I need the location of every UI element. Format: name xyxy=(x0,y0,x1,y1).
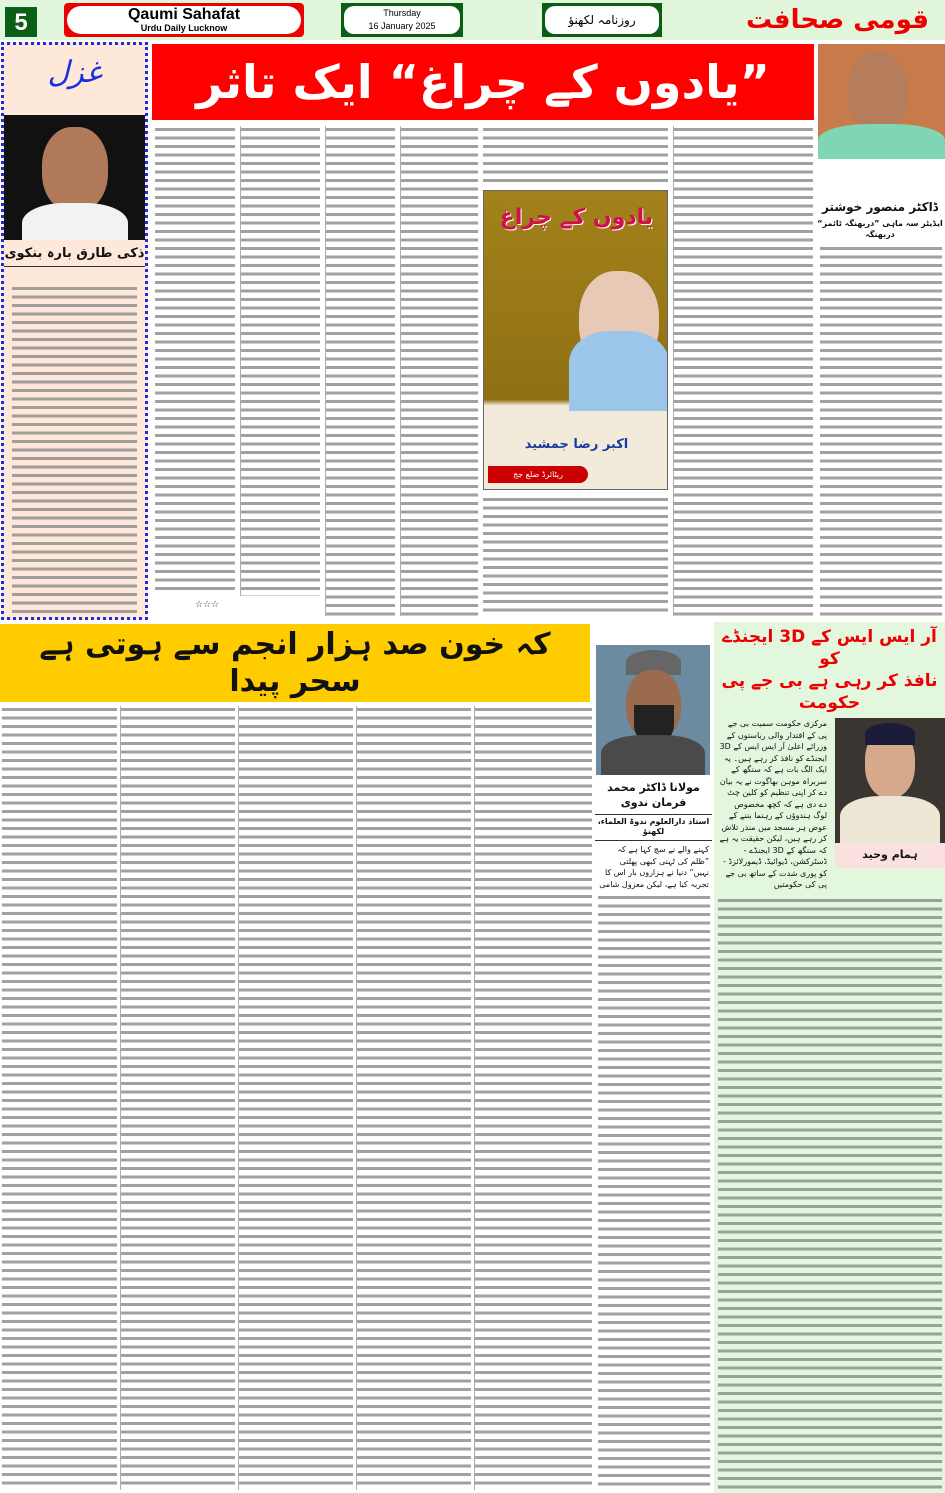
urdu-label: روزنامہ لکھنؤ xyxy=(545,6,659,34)
poet-name: ذکی طارق بارہ بنکوی xyxy=(4,245,145,267)
article-column xyxy=(400,126,478,616)
ghazal-title: غزل xyxy=(47,55,102,90)
article-column xyxy=(820,245,942,618)
brand-box xyxy=(64,3,304,37)
third-headline xyxy=(714,622,945,718)
article-column xyxy=(120,706,235,1490)
book-cover xyxy=(483,190,668,490)
author-title: ایڈیٹر سہ ماہی ”دربھنگہ ٹائمز“ دربھنگہ xyxy=(817,219,943,239)
date-box xyxy=(341,3,463,37)
ghazal-verses xyxy=(12,285,137,613)
author-name: ہمام وحید xyxy=(835,843,945,868)
third-headline-line2: نافذ کر رہی ہے بی جے پی حکومت xyxy=(721,671,938,713)
date: 16 January 2025 xyxy=(368,21,436,31)
book-title: یادوں کے چراغ xyxy=(499,205,654,230)
author-photo xyxy=(818,44,945,159)
author-name: مولانا ڈاکٹر محمد فرمان ندوی xyxy=(607,781,700,809)
masthead: قومی صحافت xyxy=(746,5,929,35)
article-column xyxy=(673,126,813,616)
end-mark: ☆☆☆ xyxy=(195,600,220,610)
ghazal-column xyxy=(1,42,148,620)
poet-photo xyxy=(4,115,145,240)
article-column xyxy=(356,706,471,1490)
second-headline: کہ خون صد ہزار انجم سے ہوتی ہے سحر پیدا xyxy=(0,624,590,702)
article-intro: مرکزی حکومت سمیت بی جے پی کے اقتدار والی ریاستوں کے وزرائے اعلیٰ آر ایس ایس کے 3D ایجنڈے کو نافذ کر رہے ہیں۔ یہ ایک الگ بات ہے کہ سنگھ کے سربراہ موہن بھاگوت نے یہ بیان دے کر اپنی تنظیم کو کلین چٹ دے دی ہے کہ کچھ مخصوص لوگ ہندوؤں کے رہنما بننے کے عوض ہر مسجد میں مندر تلاش کر رہے ہیں، لیکن حقیقت یہ ہے کہ سنگھ کے 3D ایجنڈے - ڈسٹرکشن، ڈیوائیڈ، ڈیمورلائزڈ - کو پوری شدت کے ساتھ بی جے پی کی حکومتیں xyxy=(719,719,827,889)
nadvi-column xyxy=(595,645,712,1490)
article-column xyxy=(2,706,117,1490)
article-column xyxy=(718,897,942,1491)
article-column xyxy=(598,894,710,1490)
page-number: 5 xyxy=(5,7,37,37)
article-column xyxy=(325,126,395,616)
article-intro: کہنے والے نے سچ کہا ہے کہ ”ظلم کی ٹہنی کبھی پھلتی نہیں“ دنیا نے ہزاروں بار اس کا تجربہ کیا ہے، لیکن معزول شامی xyxy=(599,845,709,889)
top-headline: ”یادوں کے چراغ“ ایک تاثر xyxy=(152,44,814,120)
author-name: ڈاکٹر منصور خوشتر xyxy=(821,200,939,214)
author-photo xyxy=(835,718,945,843)
article-column xyxy=(483,126,668,186)
article-column xyxy=(155,126,235,594)
book-subtitle: ریٹائرڈ ضلع جج xyxy=(488,466,588,483)
book-author: اکبر رضا جمشید xyxy=(524,437,629,452)
third-headline-line1: آر ایس ایس کے 3D ایجنڈے کو xyxy=(722,627,937,669)
brand-tagline: Urdu Daily Lucknow xyxy=(140,23,228,33)
article-column xyxy=(240,126,320,596)
page-header xyxy=(0,0,945,40)
article-column xyxy=(483,496,668,616)
article-column xyxy=(238,706,353,1490)
top-right-column xyxy=(815,44,945,618)
article-column xyxy=(474,706,592,1490)
rss-article-column xyxy=(714,622,945,1493)
author-photo xyxy=(596,645,710,775)
day: Thursday xyxy=(383,8,421,18)
urdu-label-box xyxy=(542,3,662,37)
author-title: استاذ دارالعلوم ندوۃ العلماء، لکھنؤ xyxy=(595,814,712,842)
brand-name: Qaumi Sahafat xyxy=(127,6,241,23)
